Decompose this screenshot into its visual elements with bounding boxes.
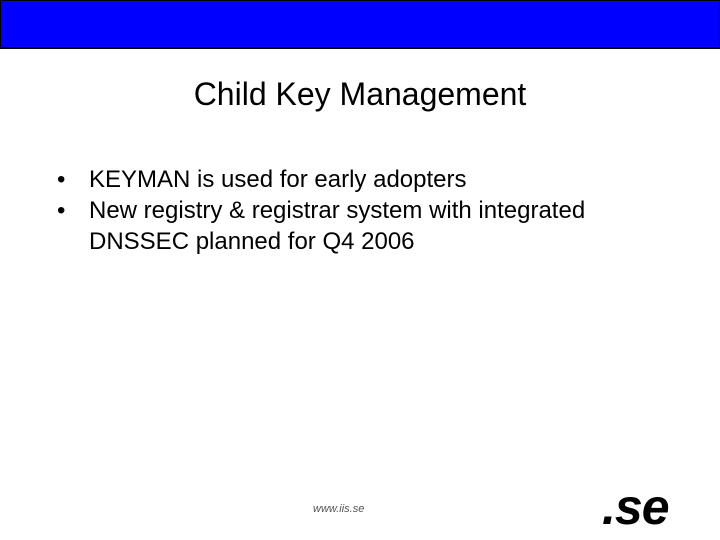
top-banner-bar xyxy=(0,0,720,49)
footer-url: www.iis.se xyxy=(313,503,365,515)
bullet-text: New registry & registrar system with integrated DNSSEC planned for Q4 2006 xyxy=(89,197,586,255)
bullet-list xyxy=(57,164,677,257)
bullet-icon: • xyxy=(57,166,66,193)
slide-title: Child Key Management xyxy=(193,76,527,112)
bullet-item-2 xyxy=(57,195,677,257)
bullet-item-1 xyxy=(57,164,677,195)
bullet-text: KEYMAN is used for early adopters xyxy=(89,166,467,193)
bullet-icon: • xyxy=(57,197,66,224)
se-logo: .se xyxy=(602,479,669,535)
